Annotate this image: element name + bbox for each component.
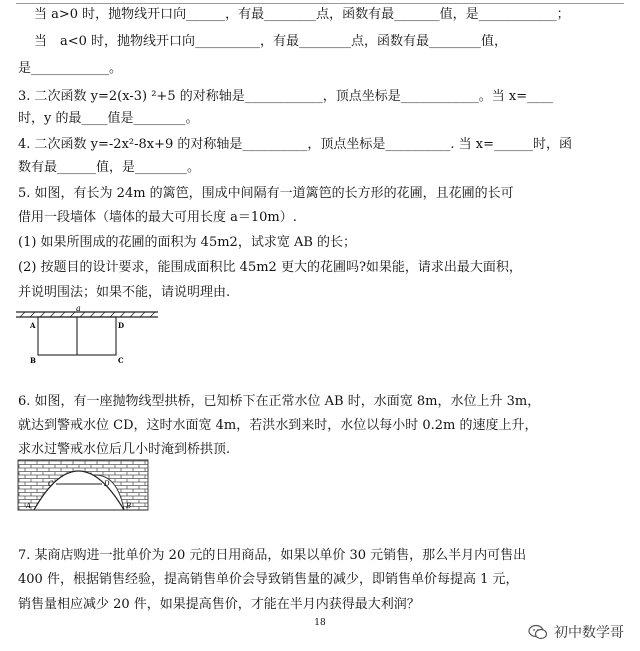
- text-line-6: 4. 二次函数 y=-2x²-8x+9 的对称轴是__________，顶点坐标是__________. 当 x=______时，函: [18, 137, 573, 152]
- watermark-text: 初中数学哥: [554, 625, 624, 641]
- arch-label-A: A: [26, 502, 32, 510]
- label-A: A: [30, 321, 36, 330]
- text-line-4: 3. 二次函数 y=2(x-3) ²+5 的对称轴是____________，顶点坐标是____________。当 x=____: [18, 89, 554, 104]
- question-7-line-2: 400 件，根据销售经验，提高销售单价会导致销售量的减少，即销售单价每提高 1 元，: [18, 572, 519, 587]
- question-5-line-1: 5. 如图，有长为 24m 的篱笆，围成中间隔有一道篱笆的长方形的花圃，且花圃的长可: [18, 186, 514, 201]
- label-a: a: [76, 306, 81, 313]
- text-line-2: 当 a<0 时，抛物线开口向__________，有最________点，函数有最________值，: [34, 34, 508, 49]
- arch-label-D: D: [104, 480, 110, 488]
- question-7-line-3: 销售量相应减少 20 件，如果提高售价，才能在半月内获得最大利润？: [18, 597, 420, 612]
- arch-bridge-figure: [16, 458, 150, 520]
- question-7-line-1: 7. 某商店购进一批单价为 20 元的日用商品，如果以单价 30 元销售，那么半月内可售出: [18, 548, 527, 563]
- question-5-part-1: (1) 如果所围成的花圃的面积为 45m2，试求宽 AB 的长；: [18, 235, 357, 250]
- label-B: B: [30, 356, 36, 365]
- text-line-7: 数有最______值，是________。: [18, 160, 201, 175]
- question-6-line-3: 求水过警戒水位后几小时淹到桥拱顶.: [18, 442, 231, 457]
- question-5-part-2-cont: 并说明围法；如果不能，请说明理由.: [18, 285, 231, 300]
- top-rule: [16, 3, 624, 4]
- question-6-line-1: 6. 如图，有一座抛物线型拱桥，已知桥下在正常水位 AB 时，水面宽 8m，水位上升 3m，: [18, 394, 541, 409]
- label-D: D: [118, 321, 125, 330]
- question-5-part-2: (2) 按题目的设计要求，能围成面积比 45m2 更大的花圃吗?如果能，请求出最大面积，: [18, 260, 522, 275]
- question-6-line-2: 就达到警戒水位 CD，这时水面宽 4m，若洪水到来时，水位以每小时 0.2m 的速度上升，: [18, 418, 538, 433]
- question-5-line-2: 借用一段墙体（墙体的最大可用长度 a＝10m）.: [18, 210, 297, 225]
- text-line-5: 时，y 的最____值是________。: [18, 111, 199, 126]
- garden-figure: [14, 306, 164, 368]
- text-line-1: 当 a>0 时，抛物线开口向______，有最________点，函数有最_______值，是____________；: [34, 7, 570, 22]
- watermark: [528, 622, 624, 642]
- label-C: C: [118, 356, 124, 365]
- page-number: 18: [314, 618, 326, 628]
- arch-label-C: C: [48, 480, 54, 488]
- text-line-3: 是____________。: [18, 61, 123, 76]
- arch-label-B: B: [126, 502, 132, 510]
- wechat-icon: [528, 624, 548, 640]
